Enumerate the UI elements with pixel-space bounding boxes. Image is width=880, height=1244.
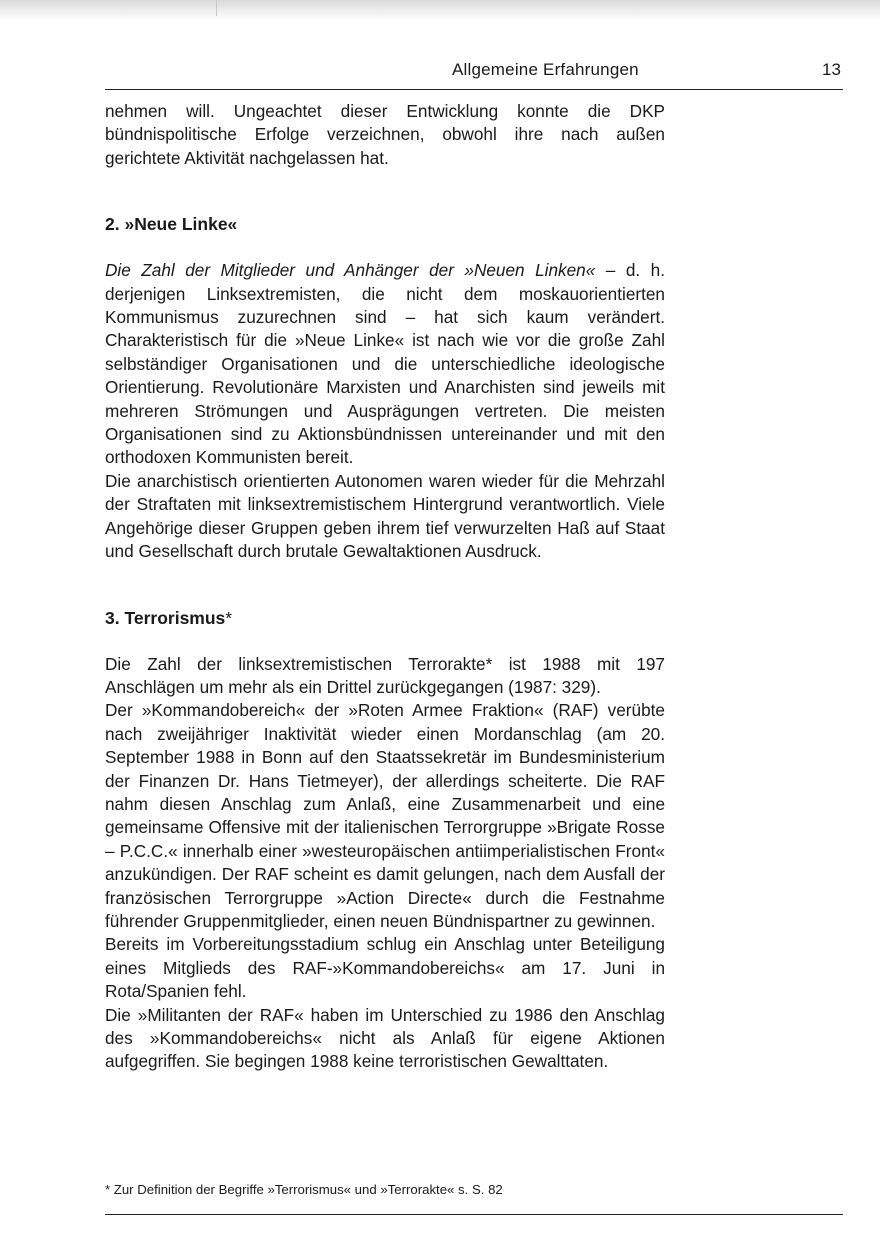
continued-paragraph: nehmen will. Ungeachtet dieser Entwicklung konnte die DKP bündnispolitische Erfolge verzeichnen, obwohl ihre nach außen gerichtete Aktivität nachgelassen hat. [105,101,665,168]
terrorismus-heading-text: 3. Terrorismus [105,607,226,628]
footnote: * Zur Definition der Begriffe »Terrorismus« und »Terrorakte« s. S. 82 [105,1182,503,1197]
terrorismus-paragraph-3: Bereits im Vorbereitungsstadium schlug ein Anschlag unter Beteiligung eines Mitglieds des RAF-»Kommandobereichs« am 17. Juni in Rota/Spanien fehl. [105,934,665,1002]
section-heading-terrorismus [105,606,665,630]
running-header-title: Allgemeine Erfahrungen [452,60,639,79]
scan-edge-shadow [0,0,880,22]
neue-linke-paragraph-1 [105,259,665,470]
page-body [105,100,665,1074]
scan-mark [216,0,217,16]
footer-rule [105,1214,843,1215]
section-heading-neue-linke: 2. »Neue Linke« [105,214,238,235]
terrorismus-paragraph-4: Die »Militanten der RAF« haben im Unterschied zu 1986 den Anschlag des »Kommandobereichs« nicht als Anlaß für eigene Aktionen aufgegriffen. Sie begingen 1988 keine terroristischen Gewalttaten. [105,1004,665,1072]
terrorismus-paragraph-1: Die Zahl der linksextremistischen Terrorakte* ist 1988 mit 197 Anschlägen um mehr als ein Drittel zurückgegangen (1987: 329). [105,653,665,697]
neue-linke-italic-lead: Die Zahl der Mitglieder und Anhänger der »Neuen Linken« [105,260,596,281]
page-number: 13 [822,60,841,79]
neue-linke-paragraph-1-text: – d. h. derjenigen Linksextremisten, die nicht dem moskauorientierten Kommunismus zuzurechnen sind – hat sich kaum verändert. Charakteristisch für die »Neue Linke« ist nach wie vor die große Zahl selbständiger Organisationen und die unterschiedliche ideologische Orientierung. Revolutionäre Marxisten und Anarchisten sind jeweils mit mehreren Strömungen und Ausprägungen vertreten. Die meisten Organisationen sind zu Aktionsbündnissen untereinander und mit den orthodoxen Kommunisten bereit. [105,260,666,468]
neue-linke-paragraph-2: Die anarchistisch orientierten Autonomen waren wieder für die Mehrzahl der Straftaten mit linksextremistischem Hintergrund verantwortlich. Viele Angehörige dieser Gruppen geben ihrem tief verwurzelten Haß auf Staat und Gesellschaft durch brutale Gewaltaktionen Ausdruck. [105,470,665,562]
footnote-marker: * [225,607,233,628]
header-rule [105,89,843,90]
terrorismus-paragraph-2: Der »Kommandobereich« der »Roten Armee Fraktion« (RAF) verübte nach zweijähriger Inaktivität wieder einen Mordanschlag (am 20. September 1988 in Bonn auf den Staatssekretär im Bundesministerium der Finanzen Dr. Hans Tietmeyer), der allerdings scheiterte. Die RAF nahm diesen Anschlag zum Anlaß, eine Zusammenarbeit und eine gemeinsame Offensive mit der italienischen Terrorgruppe »Brigate Rosse – P.C.C.« innerhalb einer »westeuropäischen antiimperialistischen Front« anzukündigen. Der RAF scheint es damit gelungen, nach dem Ausfall der französischen Terrorgruppe »Action Directe« durch die Festnahme führender Gruppenmitglieder, einen neuen Bündnispartner zu gewinnen. [105,700,665,931]
